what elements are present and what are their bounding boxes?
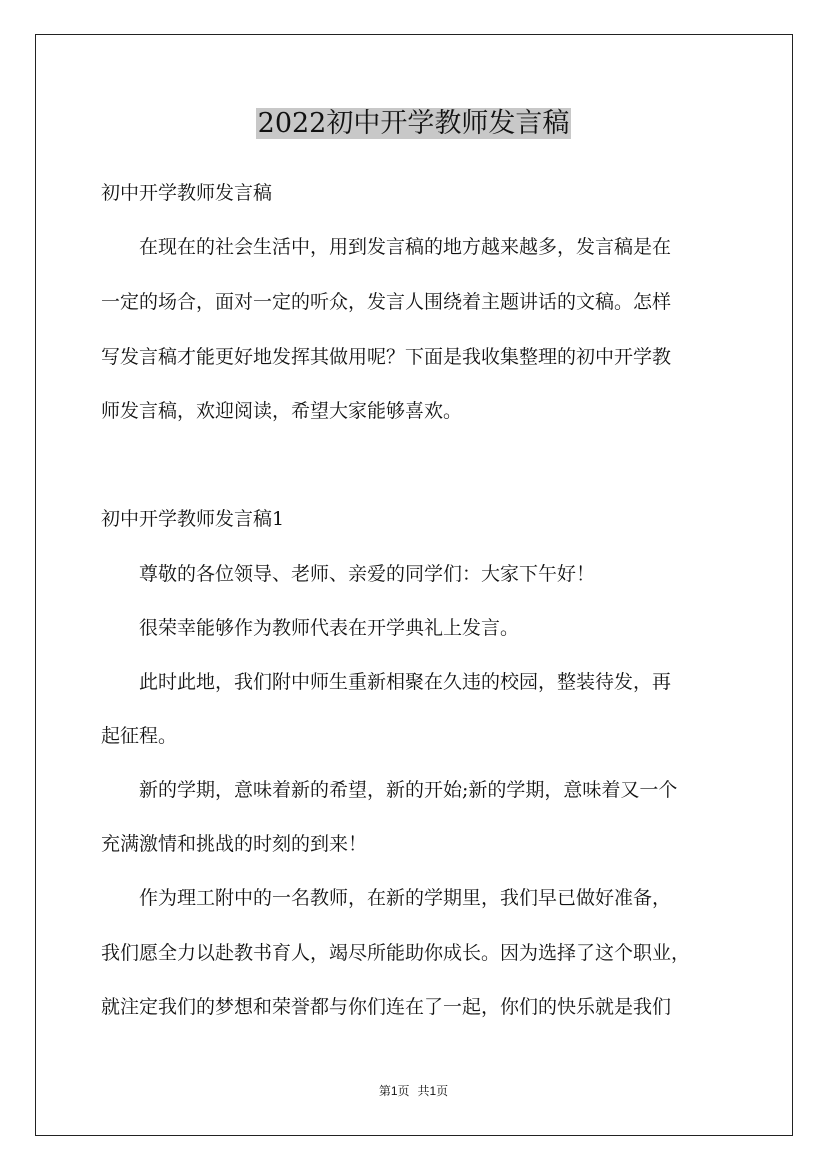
paragraph-line: 我们愿全力以赴教书育人，竭尽所能助你成长。因为选择了这个职业， [101, 942, 691, 964]
paragraph-line: 充满激情和挑战的时刻的到来！ [101, 833, 368, 855]
section-heading: 初中开学教师发言稿1 [101, 508, 285, 530]
paragraph-line: 一定的场合，面对一定的听众，发言人围绕着主题讲话的文稿。怎样 [101, 291, 672, 313]
page-total: 共1页 [417, 1084, 449, 1098]
paragraph-line: 作为理工附中的一名教师，在新的学期里，我们早已做好准备， [101, 887, 672, 909]
paragraph-line: 此时此地，我们附中师生重新相聚在久违的校园，整装待发，再 [101, 671, 672, 693]
paragraph-line: 写发言稿才能更好地发挥其做用呢？下面是我收集整理的初中开学教 [101, 346, 672, 368]
intro-heading: 初中开学教师发言稿 [101, 182, 273, 204]
paragraph-line: 新的学期，意味着新的希望，新的开始;新的学期，意味着又一个 [101, 779, 678, 801]
paragraph-line: 很荣幸能够作为教师代表在开学典礼上发言。 [101, 617, 520, 639]
document-title [0, 104, 827, 144]
paragraph-line: 师发言稿，欢迎阅读，希望大家能够喜欢。 [101, 400, 463, 422]
document-title-text: 2022初中开学教师发言稿 [257, 108, 570, 139]
page-footer [0, 1082, 827, 1100]
paragraph-line: 起征程。 [101, 725, 178, 747]
paragraph-line: 在现在的社会生活中，用到发言稿的地方越来越多，发言稿是在 [101, 236, 672, 258]
paragraph-line: 就注定我们的梦想和荣誉都与你们连在了一起，你们的快乐就是我们 [101, 996, 672, 1018]
page-number: 第1页 [378, 1084, 410, 1098]
paragraph-line: 尊敬的各位领导、老师、亲爱的同学们：大家下午好！ [101, 563, 596, 585]
